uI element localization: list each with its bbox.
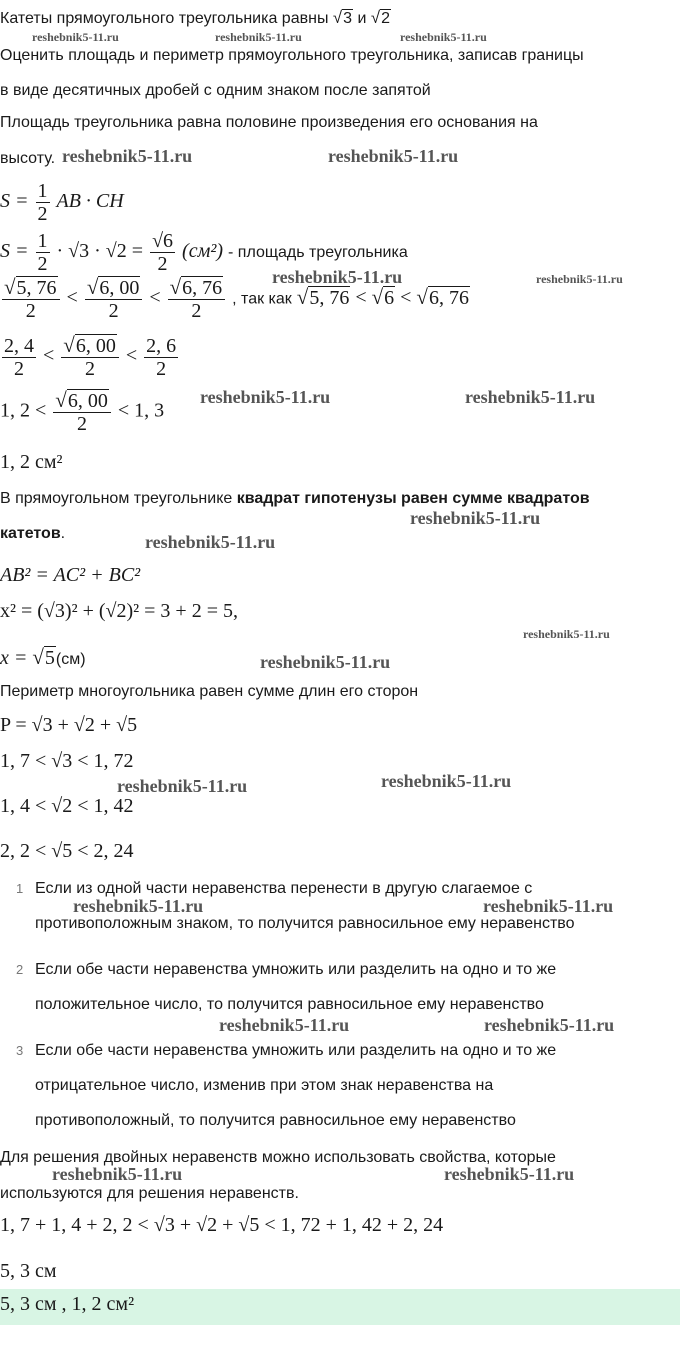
- perimeter-formula: P = √3 + √2 + √5: [0, 714, 138, 736]
- area-formula: S = $\frac{1}{2}$ AB · CH: [0, 180, 124, 225]
- watermark: reshebnik5-11.ru: [484, 1015, 615, 1035]
- solve-text-1: Для решения двойных неравенств можно использовать свойства, которые: [0, 1149, 556, 1166]
- watermark: reshebnik5-11.ru: [32, 30, 119, 44]
- watermark: reshebnik5-11.ru: [410, 508, 541, 528]
- watermark: reshebnik5-11.ru: [200, 387, 331, 407]
- task-line-3: в виде десятичных дробей с одним знаком после запятой: [0, 82, 431, 99]
- watermark: reshebnik5-11.ru: [219, 1015, 350, 1035]
- watermark: reshebnik5-11.ru: [260, 652, 391, 672]
- watermark: reshebnik5-11.ru: [523, 627, 610, 641]
- watermark: reshebnik5-11.ru: [328, 146, 459, 166]
- area-text-2: высоту.: [0, 150, 56, 167]
- task-given: Катеты прямоугольного треугольника равны √3 и √2: [0, 8, 390, 27]
- watermark: reshebnik5-11.ru: [400, 30, 487, 44]
- watermark: reshebnik5-11.ru: [444, 1164, 575, 1184]
- final-answer: 5, 3 см , 1, 2 см²: [0, 1293, 135, 1315]
- hypotenuse-value: x = √5(см): [0, 645, 86, 669]
- watermark: reshebnik5-11.ru: [52, 1164, 183, 1184]
- bound-sqrt2: 1, 4 < √2 < 1, 42: [0, 795, 134, 817]
- perimeter-text-2: катетов.: [0, 525, 66, 542]
- pythagoras-computation: x² = (√3)² + (√2)² = 3 + 2 = 5,: [0, 600, 238, 622]
- answer-box: [0, 1289, 680, 1325]
- watermark: reshebnik5-11.ru: [465, 387, 596, 407]
- solve-text-2: используются для решения неравенств.: [0, 1185, 299, 1202]
- watermark: reshebnik5-11.ru: [215, 30, 302, 44]
- pythagoras-formula: AB² = AC² + BC²: [0, 564, 141, 586]
- area-inequality-3: 1, 2 < $\frac{√6, 00}{2}$ < 1, 3: [0, 388, 165, 435]
- watermark: reshebnik5-11.ru: [272, 267, 403, 287]
- watermark: reshebnik5-11.ru: [381, 771, 512, 791]
- area-inequality-2: $\frac{2, 4}{2}$ < $\frac{√6, 00}{2}$ < $\frac{2, 6}{2}$: [4, 333, 177, 380]
- perimeter-text-1: В прямоугольном треугольнике квадрат гипотенузы равен сумме квадратов: [0, 490, 590, 507]
- half-fraction: $\frac{1}{2}$: [37, 180, 48, 225]
- perimeter-result: 5, 3 см: [0, 1260, 57, 1282]
- watermark: reshebnik5-11.ru: [73, 896, 204, 916]
- sum-inequality: 1, 7 + 1, 4 + 2, 2 < √3 + √2 + √5 < 1, 72 + 1, 42 + 2, 24: [0, 1214, 444, 1236]
- sqrt2-radical: √2: [370, 8, 390, 27]
- watermark: reshebnik5-11.ru: [145, 532, 276, 552]
- watermark: reshebnik5-11.ru: [536, 272, 623, 286]
- sqrt6-fraction: $\frac{√6}{2}$: [152, 230, 174, 275]
- bound-sqrt5: 2, 2 < √5 < 2, 24: [0, 840, 134, 862]
- sqrt3-radical: √3: [332, 8, 353, 27]
- area-text-1: Площадь треугольника равна половине произведения его основания на: [0, 114, 538, 131]
- area-result: 1, 2 см²: [0, 451, 63, 473]
- watermark: reshebnik5-11.ru: [62, 146, 193, 166]
- perimeter-text-3: Периметр многоугольника равен сумме длин его сторон: [0, 683, 419, 700]
- watermark: reshebnik5-11.ru: [117, 776, 248, 796]
- area-inequality-1: $\frac{√5, 76}{2}$ < $\frac{√6, 00}{2}$ < $\frac{√6, 76}{2}$ , так как √5, 76 < √6 < √6, 76: [4, 275, 469, 322]
- task-line-2: Оценить площадь и периметр прямоугольного треугольника, записав границы: [0, 47, 584, 64]
- area-value-formula: S = $\frac{1}{2}$ · √3 · √2 = $\frac{√6}{2}$ (см²) - площадь треугольника: [0, 230, 408, 275]
- watermark: reshebnik5-11.ru: [483, 896, 614, 916]
- bound-sqrt3: 1, 7 < √3 < 1, 72: [0, 750, 134, 772]
